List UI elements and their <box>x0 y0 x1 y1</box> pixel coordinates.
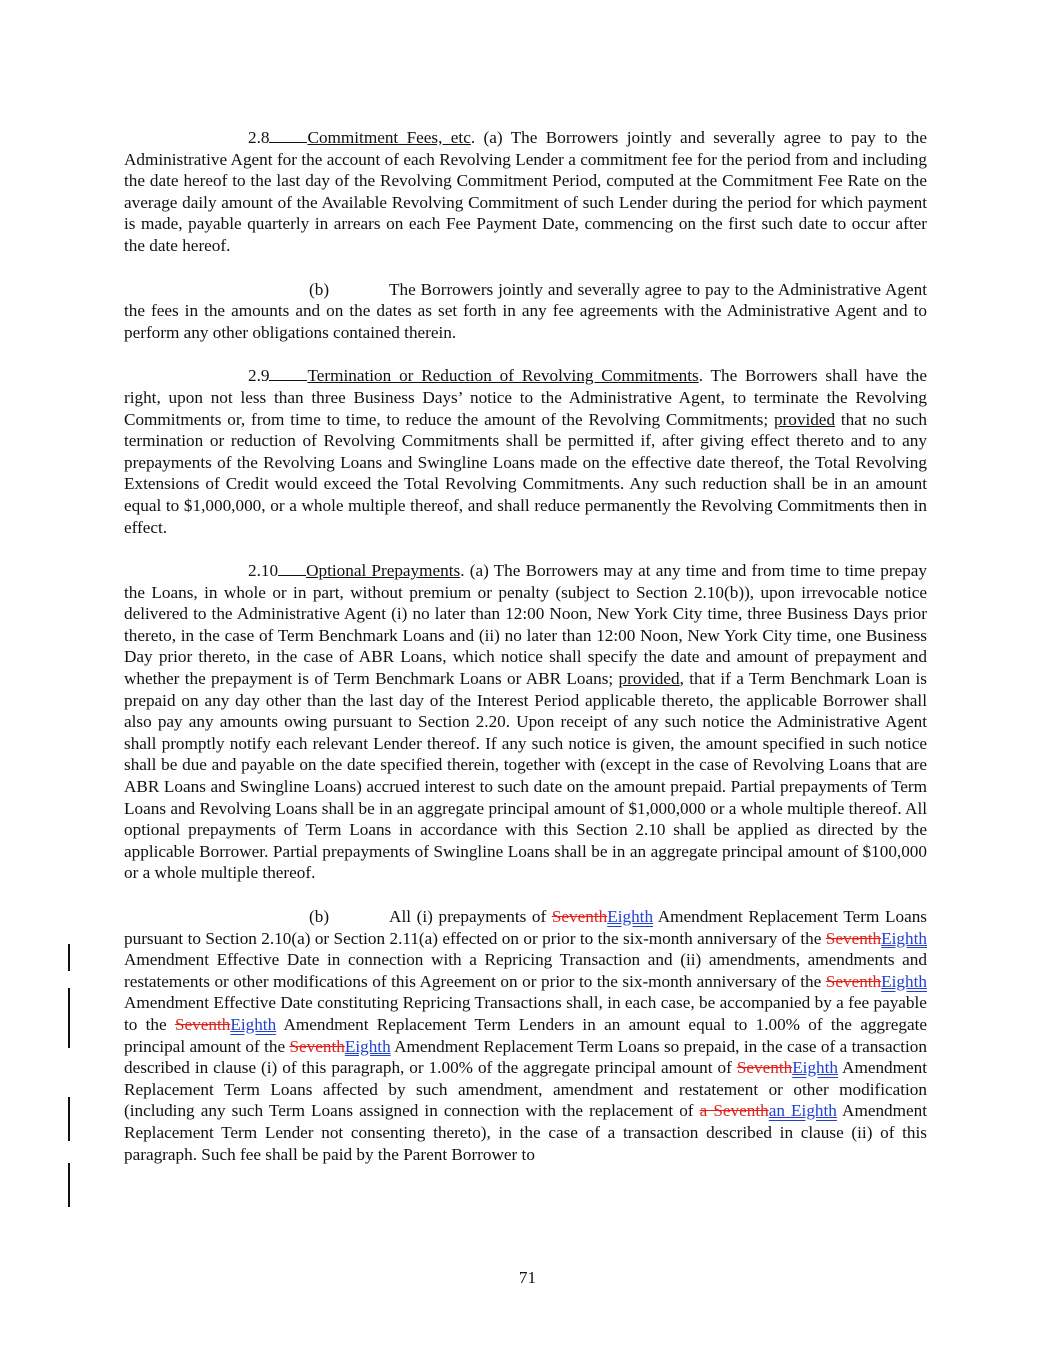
inserted-text: Eighth <box>792 1058 839 1078</box>
inserted-text: Eighth <box>881 928 927 948</box>
section-number: 2.10 <box>248 561 279 581</box>
deleted-text: Seventh <box>289 1036 345 1056</box>
deleted-text: Seventh <box>825 928 882 948</box>
section-2-9 <box>124 365 927 538</box>
change-bar <box>68 944 70 971</box>
inserted-text: Eighth <box>230 1014 277 1034</box>
body-text: Amendment Replacement Term Lenders in an amount equal to 1.00% of the aggregate principal amount of the <box>124 1014 927 1056</box>
change-bar <box>68 1006 70 1048</box>
body-text: Amendment Effective Date constituting Repricing Transactions shall, in each case, be accompanied by a fee payable to the <box>124 993 927 1034</box>
body-text: Amendment Replacement Term Lender not consenting thereto), in the case of a transaction described in clause (ii) of this paragraph. Such fee shall be paid by the Parent Borrower to <box>124 1101 927 1164</box>
section-number: 2.9 <box>248 366 270 386</box>
inserted-text: Eighth <box>881 971 927 991</box>
body-text: Amendment Replacement Term Loans affected by such amendment, amendment and restatement or other modification (including any such Term Loans assigned in connection with the replacement of <box>124 1058 928 1121</box>
section-2-10-para-a <box>124 560 927 884</box>
body-text: . The Borrowers shall have the right, upon not less than three Business Days’ notice to the Administrative Agent, to terminate the Revolving Commitments or, from time to time, to reduce the amount of the Revolving Commitments; <box>124 366 927 429</box>
inserted-text: Eighth <box>607 907 654 926</box>
provided-term: provided <box>773 409 836 429</box>
provided-term: provided <box>618 669 680 689</box>
inserted-text: Eighth <box>344 1036 391 1056</box>
change-bar <box>68 1097 70 1141</box>
body-text: Amendment Replacement Term Loans pursuant to Section 2.10(a) or Section 2.11(a) effected on or prior to the six-month anniversary of the <box>124 907 927 948</box>
section-2-10-para-b <box>124 906 927 1165</box>
deleted-text: a Seventh <box>699 1101 769 1121</box>
deleted-text: Seventh <box>736 1058 793 1078</box>
page-number: 71 <box>518 1268 537 1287</box>
change-bar <box>68 1163 70 1207</box>
deleted-text: Seventh <box>551 907 608 926</box>
body-text: All (i) prepayments of <box>389 907 552 926</box>
body-text: Amendment Replacement Term Loans so prepaid, in the case of a transaction described in clause (i) of this paragraph, or 1.00% of the aggregate principal amount of <box>124 1036 927 1078</box>
section-2-8-para-b <box>124 279 927 344</box>
inserted-text: an Eighth <box>768 1101 837 1121</box>
section-2-8-para-a <box>124 127 927 257</box>
clause-label: . (a) <box>470 128 511 147</box>
body-text: . (a) The Borrowers may at any time and from time to time prepay the Loans, in whole or in part, without premium or penalty (subject to Section 2.10(b)), upon irrevocable notice delivered to the Administrative Agent (i) no later than 12:00 Noon, New York City time, three Business Days prior thereto, in the case of Term Benchmark Loans and (ii) no later than 12:00 Noon, New York City time, one Business Day prior thereto, in the case of ABR Loans, which notice shall specify the date and amount of prepayment and whether the prepayment is of Term Benchmark Loans or ABR Loans; <box>124 561 927 689</box>
clause-label: (b) <box>309 907 330 926</box>
body-text: The Borrowers jointly and severally agree to pay to the Administrative Agent for the account of each Revolving Lender a commitment fee for the period from and including the date hereof to the last day of the Revolving Commitment Period, computed at the Commitment Fee Rate on the average daily amount of the Available Revolving Commitment of such Lender during the period for which payment is made, payable quarterly in arrears on each Fee Payment Date, commencing on the first such date to occur after the date hereof. <box>124 128 927 255</box>
deleted-text: Seventh <box>174 1014 231 1034</box>
deleted-text: Seventh <box>825 971 882 991</box>
body-text: , that if a Term Benchmark Loan is prepaid on any day other than the last day of the Interest Period applicable thereto, the applicable Borrower shall also pay any amounts owing pursuant to Section 2.20. Upon receipt of any such notice the Administrative Agent shall promptly notify each relevant Lender thereof. If any such notice is given, the amount specified in such notice shall be due and payable on the date specified therein, together with (except in the case of Revolving Loans that are ABR Loans and Swingline Loans) accrued interest to such date on the amount prepaid. Partial prepayments of Term Loans and Revolving Loans shall be in an aggregate principal amount of $1,000,000 or a whole multiple thereof. All optional prepayments of Term Loans in accordance with this Section 2.10 shall be applied as directed by the applicable Borrower. Partial prepayments of Swingline Loans shall be in an aggregate principal amount of $100,000 or a whole multiple thereof. <box>124 669 927 883</box>
body-text: The Borrowers jointly and severally agree to pay to the Administrative Agent the fees in the amounts and on the dates as set forth in any fee agreements with the Administrative Agent and to perform any other obligations contained therein. <box>124 279 927 342</box>
body-text: that no such termination or reduction of Revolving Commitments shall be permitted if, after giving effect thereto and to any prepayments of the Revolving Loans and Swingline Loans made on the effective date thereof, the Total Revolving Extensions of Credit would exceed the Total Revolving Commitments. Any such reduction shall be in an amount equal to $1,000,000, or a whole multiple thereof, and shall reduce permanently the Revolving Commitments then in effect. <box>124 409 927 537</box>
section-heading: Commitment Fees, etc <box>307 128 471 147</box>
section-heading: Optional Prepayments <box>306 561 461 581</box>
clause-label: (b) <box>309 279 330 299</box>
body-text: Amendment Effective Date in connection with a Repricing Transaction and (ii) amendments, amendments and restatements or other modifications of this Agreement on or prior to the six-month anniversary of the <box>124 950 927 991</box>
section-heading: Termination or Reduction of Revolving Commitments <box>307 366 699 386</box>
section-number: 2.8 <box>248 128 270 147</box>
document-page <box>124 127 927 1165</box>
